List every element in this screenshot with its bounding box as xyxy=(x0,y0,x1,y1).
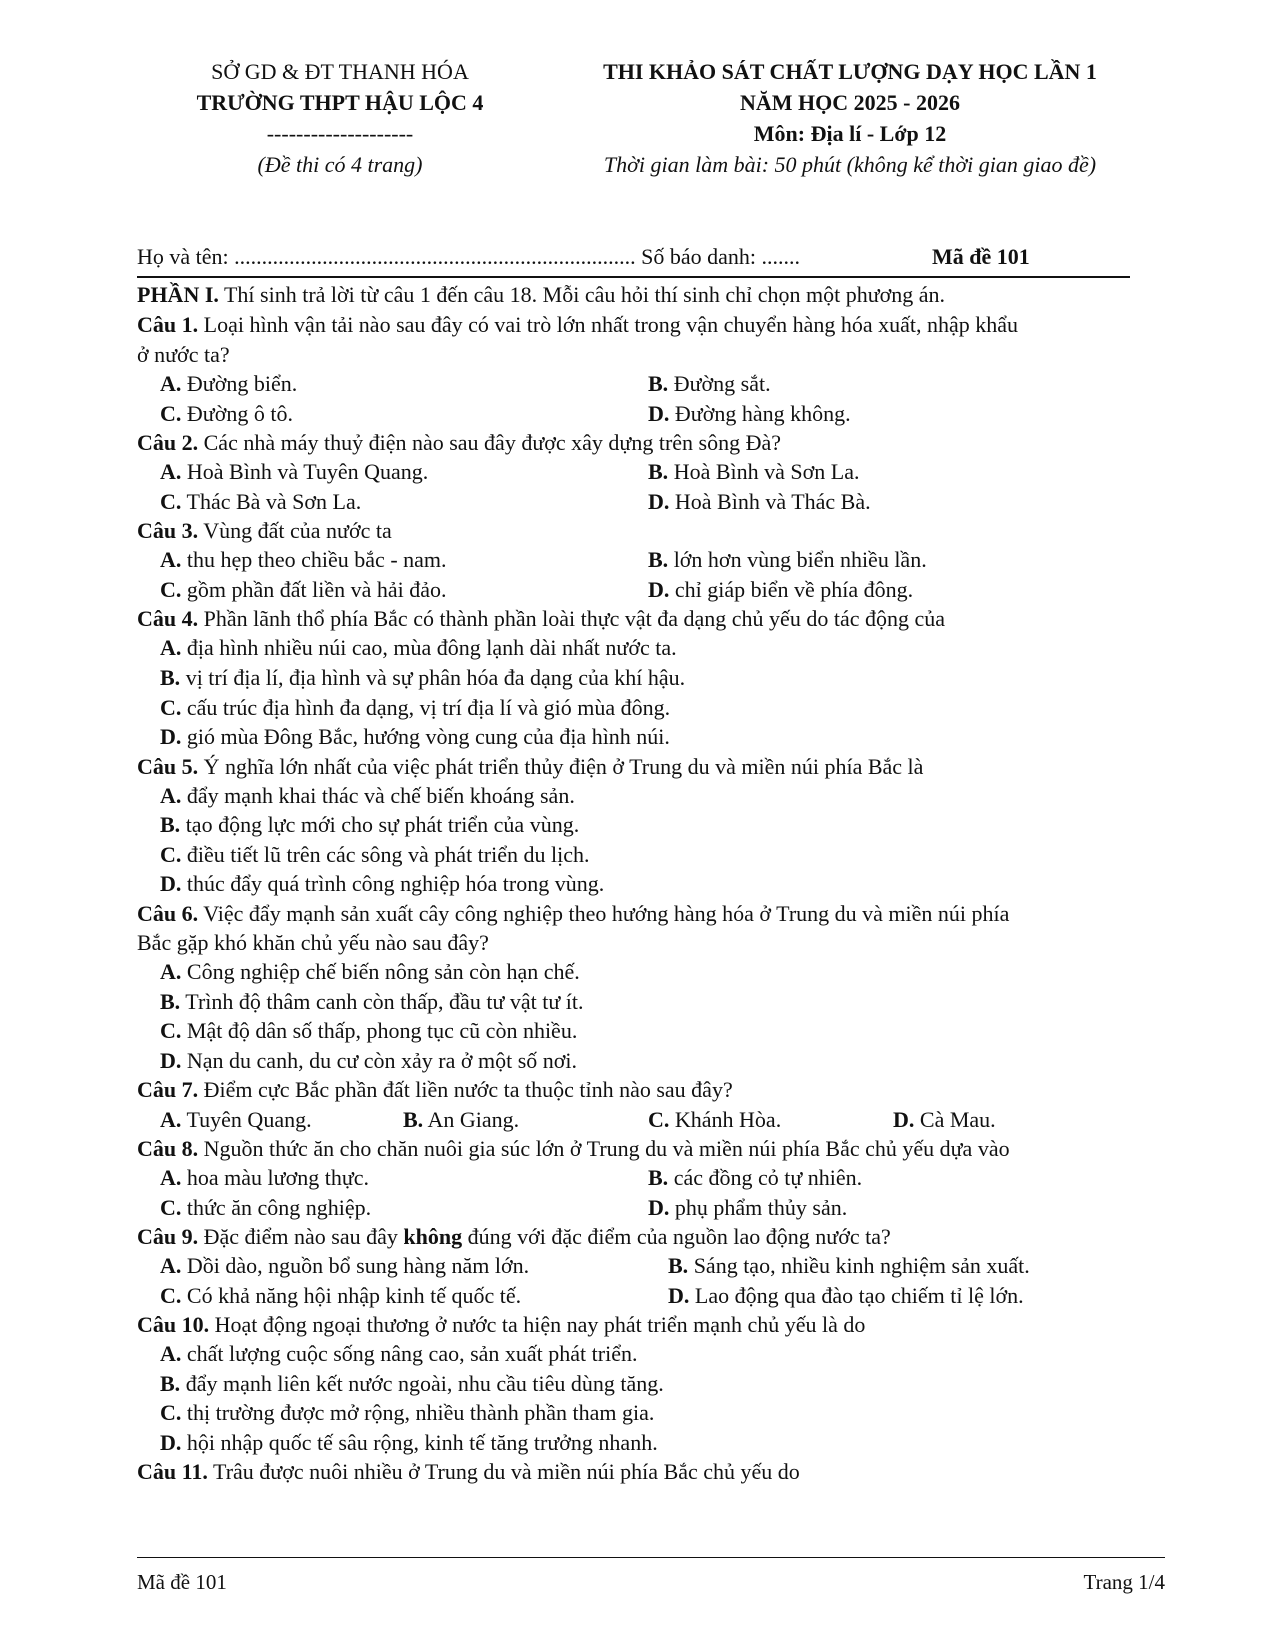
option-c[interactable] xyxy=(160,1280,521,1311)
option-a[interactable] xyxy=(160,456,428,487)
option-letter: C. xyxy=(160,1283,182,1308)
option-b[interactable] xyxy=(160,809,579,840)
option-c[interactable] xyxy=(160,398,293,429)
question-text: Các nhà máy thuỷ điện nào sau đây được xây dựng trên sông Đà? xyxy=(198,430,782,455)
question-text: Hoạt động ngoại thương ở nước ta hiện nay phát triển mạnh chủ yếu là do xyxy=(209,1312,866,1337)
option-c[interactable] xyxy=(648,1104,781,1135)
question-label: Câu 6. xyxy=(137,901,199,926)
question-label: Câu 1. xyxy=(137,312,199,337)
option-text: Hoà Bình và Sơn La. xyxy=(673,459,860,484)
option-letter: C. xyxy=(160,401,182,426)
option-letter: A. xyxy=(160,783,182,808)
option-text: Đường sắt. xyxy=(673,371,771,396)
department-name: SỞ GD & ĐT THANH HÓA xyxy=(211,59,469,84)
option-letter: D. xyxy=(893,1107,915,1132)
option-letter: B. xyxy=(403,1107,424,1132)
option-letter: A. xyxy=(160,1165,182,1190)
option-letter: B. xyxy=(648,547,669,572)
option-a[interactable] xyxy=(160,956,580,987)
option-d[interactable] xyxy=(160,1045,577,1076)
option-d[interactable] xyxy=(648,1192,847,1223)
option-text: Mật độ dân số thấp, phong tục cũ còn nhiều. xyxy=(186,1018,578,1043)
option-a[interactable] xyxy=(160,544,447,575)
option-b[interactable] xyxy=(160,662,685,693)
option-letter: B. xyxy=(160,1371,181,1396)
exam-title: THI KHẢO SÁT CHẤT LƯỢNG DẠY HỌC LẦN 1 xyxy=(603,59,1097,84)
question-3 xyxy=(137,515,392,546)
option-text: thu hẹp theo chiều bắc - nam. xyxy=(186,547,447,572)
question-1 xyxy=(137,309,1018,340)
question-text: đúng với đặc điểm của nguồn lao động nước ta? xyxy=(462,1224,891,1249)
option-letter: C. xyxy=(160,695,182,720)
option-text: các đồng cỏ tự nhiên. xyxy=(673,1165,863,1190)
page-count-note: (Đề thi có 4 trang) xyxy=(257,152,423,177)
option-d[interactable] xyxy=(160,721,670,752)
question-label: Câu 7. xyxy=(137,1077,199,1102)
option-letter: C. xyxy=(160,577,182,602)
option-letter: A. xyxy=(160,1107,182,1132)
option-text: thức ăn công nghiệp. xyxy=(186,1195,372,1220)
option-text: Dồi dào, nguồn bổ sung hàng năm lớn. xyxy=(186,1253,530,1278)
option-text: gồm phần đất liền và hải đảo. xyxy=(186,577,447,602)
option-text: Lao động qua đào tạo chiếm tỉ lệ lớn. xyxy=(694,1283,1024,1308)
question-text: Nguồn thức ăn cho chăn nuôi gia súc lớn ở Trung du và miền núi phía Bắc chủ yếu dựa vào xyxy=(198,1136,1010,1161)
question-label: Câu 10. xyxy=(137,1312,210,1337)
option-d[interactable] xyxy=(160,868,604,899)
option-letter: C. xyxy=(160,1195,182,1220)
option-text: chất lượng cuộc sống nâng cao, sản xuất phát triển. xyxy=(186,1341,638,1366)
option-text: đẩy mạnh khai thác và chế biến khoáng sản. xyxy=(186,783,575,808)
question-label: Câu 11. xyxy=(137,1459,208,1484)
option-letter: B. xyxy=(648,459,669,484)
option-letter: D. xyxy=(668,1283,690,1308)
option-letter: A. xyxy=(160,459,182,484)
option-text: thúc đẩy quá trình công nghiệp hóa trong vùng. xyxy=(186,871,605,896)
option-text: Thác Bà và Sơn La. xyxy=(186,489,362,514)
question-label: Câu 9. xyxy=(137,1224,199,1249)
option-d[interactable] xyxy=(668,1280,1024,1311)
question-9 xyxy=(137,1221,891,1252)
question-text: Ý nghĩa lớn nhất của việc phát triển thủy điện ở Trung du và miền núi phía Bắc là xyxy=(198,754,924,779)
option-c[interactable] xyxy=(160,1192,371,1223)
option-text: Hoà Bình và Thác Bà. xyxy=(674,489,871,514)
option-text: Khánh Hòa. xyxy=(674,1107,782,1132)
question-8 xyxy=(137,1133,1010,1164)
time-limit: Thời gian làm bài: 50 phút (không kể thời gian giao đề) xyxy=(603,152,1097,177)
option-letter: B. xyxy=(160,812,181,837)
question-label: Câu 4. xyxy=(137,606,199,631)
option-a[interactable] xyxy=(160,780,575,811)
option-letter: D. xyxy=(160,1048,182,1073)
option-letter: A. xyxy=(160,547,182,572)
student-info-line xyxy=(137,244,1127,270)
question-text: Đặc điểm nào sau đây xyxy=(198,1224,404,1249)
option-text: chỉ giáp biển về phía đông. xyxy=(674,577,914,602)
option-text: địa hình nhiều núi cao, mùa đông lạnh dài nhất nước ta. xyxy=(186,635,677,660)
question-label: Câu 2. xyxy=(137,430,199,455)
footer-exam-code: Mã đề 101 xyxy=(137,1570,227,1594)
option-text: hội nhập quốc tế sâu rộng, kinh tế tăng trưởng nhanh. xyxy=(186,1430,658,1455)
option-text: lớn hơn vùng biển nhiều lần. xyxy=(673,547,927,572)
option-c[interactable] xyxy=(160,839,590,870)
option-a[interactable] xyxy=(160,632,677,663)
school-name: TRƯỜNG THPT HẬU LỘC 4 xyxy=(196,90,484,115)
footer-divider xyxy=(137,1557,1165,1558)
question-emphasis: không xyxy=(403,1224,463,1249)
option-letter: A. xyxy=(160,959,182,984)
question-11 xyxy=(137,1456,800,1487)
option-b[interactable] xyxy=(648,544,927,575)
option-text: cấu trúc địa hình đa dạng, vị trí địa lí và gió mùa đông. xyxy=(186,695,671,720)
question-6 xyxy=(137,898,1009,929)
question-7 xyxy=(137,1074,733,1105)
option-text: Có khả năng hội nhập kinh tế quốc tế. xyxy=(186,1283,522,1308)
option-c[interactable] xyxy=(160,486,361,517)
question-2 xyxy=(137,427,781,458)
option-text: Tuyên Quang. xyxy=(186,1107,312,1132)
option-d[interactable] xyxy=(160,1427,658,1458)
subject-line: Môn: Địa lí - Lớp 12 xyxy=(753,121,947,146)
option-letter: B. xyxy=(160,989,181,1014)
option-b[interactable] xyxy=(668,1250,1030,1281)
option-a[interactable] xyxy=(160,1250,529,1281)
option-letter: A. xyxy=(160,371,182,396)
option-b[interactable] xyxy=(648,368,771,399)
option-c[interactable] xyxy=(160,574,447,605)
question-text: Trâu được nuôi nhiều ở Trung du và miền núi phía Bắc chủ yếu do xyxy=(207,1459,800,1484)
part-label: PHẦN I. xyxy=(137,282,219,307)
option-text: điều tiết lũ trên các sông và phát triển du lịch. xyxy=(186,842,590,867)
option-text: Đường biển. xyxy=(186,371,298,396)
question-label: Câu 3. xyxy=(137,518,199,543)
option-a[interactable] xyxy=(160,1338,637,1369)
option-letter: D. xyxy=(160,871,182,896)
question-1-cont: ở nước ta? xyxy=(137,342,230,367)
option-c[interactable] xyxy=(160,1015,577,1046)
option-text: phụ phẩm thủy sản. xyxy=(674,1195,848,1220)
option-text: Trình độ thâm canh còn thấp, đầu tư vật tư ít. xyxy=(185,989,584,1014)
option-letter: D. xyxy=(160,1430,182,1455)
option-letter: B. xyxy=(648,371,669,396)
option-text: đẩy mạnh liên kết nước ngoài, nhu cầu tiêu dùng tăng. xyxy=(185,1371,664,1396)
option-letter: A. xyxy=(160,1341,182,1366)
header-divider xyxy=(137,276,1130,278)
option-d[interactable] xyxy=(648,398,851,429)
option-letter: B. xyxy=(648,1165,669,1190)
question-text: Loại hình vận tải nào sau đây có vai trò lớn nhất trong vận chuyển hàng hóa xuất, nhập khẩu xyxy=(198,312,1019,337)
option-text: vị trí địa lí, địa hình và sự phân hóa đa dạng của khí hậu. xyxy=(185,665,686,690)
option-letter: D. xyxy=(160,724,182,749)
student-name-field[interactable]: Họ và tên: ......................................................................... Số báo danh: ....... xyxy=(137,244,801,269)
option-b[interactable] xyxy=(160,986,584,1017)
option-letter: C. xyxy=(160,1400,182,1425)
option-a[interactable] xyxy=(160,368,297,399)
option-letter: D. xyxy=(648,1195,670,1220)
option-text: Đường ô tô. xyxy=(186,401,293,426)
option-text: Đường hàng không. xyxy=(674,401,851,426)
option-letter: C. xyxy=(648,1107,670,1132)
part-heading xyxy=(137,279,945,310)
option-letter: A. xyxy=(160,1253,182,1278)
school-year: NĂM HỌC 2025 - 2026 xyxy=(740,90,960,115)
option-text: gió mùa Đông Bắc, hướng vòng cung của địa hình núi. xyxy=(186,724,670,749)
option-letter: C. xyxy=(160,842,182,867)
question-5 xyxy=(137,751,923,782)
part-instruction: Thí sinh trả lời từ câu 1 đến câu 18. Mỗi câu hỏi thí sinh chỉ chọn một phương án. xyxy=(218,282,946,307)
option-letter: A. xyxy=(160,635,182,660)
question-text: Điểm cực Bắc phần đất liền nước ta thuộc tỉnh nào sau đây? xyxy=(198,1077,733,1102)
option-letter: C. xyxy=(160,1018,182,1043)
question-4 xyxy=(137,603,945,634)
option-c[interactable] xyxy=(160,692,670,723)
option-letter: D. xyxy=(648,489,670,514)
question-6-cont: Bắc gặp khó khăn chủ yếu nào sau đây? xyxy=(137,930,489,955)
header-right xyxy=(540,56,1160,180)
question-text: Vùng đất của nước ta xyxy=(198,518,392,543)
option-d[interactable] xyxy=(648,574,913,605)
option-d[interactable] xyxy=(893,1104,996,1135)
option-letter: D. xyxy=(648,577,670,602)
exam-code: Mã đề 101 xyxy=(932,244,1030,269)
option-a[interactable] xyxy=(160,1104,312,1135)
header-separator: -------------------- xyxy=(266,121,414,146)
question-text: Phần lãnh thổ phía Bắc có thành phần loài thực vật đa dạng chủ yếu do tác động của xyxy=(198,606,945,631)
option-letter: B. xyxy=(668,1253,689,1278)
option-letter: D. xyxy=(648,401,670,426)
option-text: thị trường được mở rộng, nhiều thành phần tham gia. xyxy=(186,1400,655,1425)
option-text: tạo động lực mới cho sự phát triển của vùng. xyxy=(185,812,580,837)
header-left xyxy=(150,56,530,180)
option-text: Hoà Bình và Tuyên Quang. xyxy=(186,459,429,484)
option-letter: B. xyxy=(160,665,181,690)
option-text: Sáng tạo, nhiều kinh nghiệm sản xuất. xyxy=(693,1253,1030,1278)
option-letter: C. xyxy=(160,489,182,514)
option-b[interactable] xyxy=(648,1162,862,1193)
option-b[interactable] xyxy=(648,456,859,487)
option-c[interactable] xyxy=(160,1397,654,1428)
option-text: Công nghiệp chế biến nông sản còn hạn chế. xyxy=(186,959,580,984)
option-a[interactable] xyxy=(160,1162,369,1193)
footer-page-number: Trang 1/4 xyxy=(1083,1570,1165,1594)
question-label: Câu 5. xyxy=(137,754,199,779)
option-text: hoa màu lương thực. xyxy=(186,1165,370,1190)
option-text: Nạn du canh, du cư còn xảy ra ở một số nơi. xyxy=(186,1048,578,1073)
option-text: Cà Mau. xyxy=(919,1107,996,1132)
question-text: Việc đẩy mạnh sản xuất cây công nghiệp theo hướng hàng hóa ở Trung du và miền núi phía xyxy=(198,901,1010,926)
option-d[interactable] xyxy=(648,486,871,517)
option-text: An Giang. xyxy=(427,1107,520,1132)
question-10 xyxy=(137,1309,865,1340)
option-b[interactable] xyxy=(403,1104,519,1135)
option-b[interactable] xyxy=(160,1368,664,1399)
question-label: Câu 8. xyxy=(137,1136,199,1161)
